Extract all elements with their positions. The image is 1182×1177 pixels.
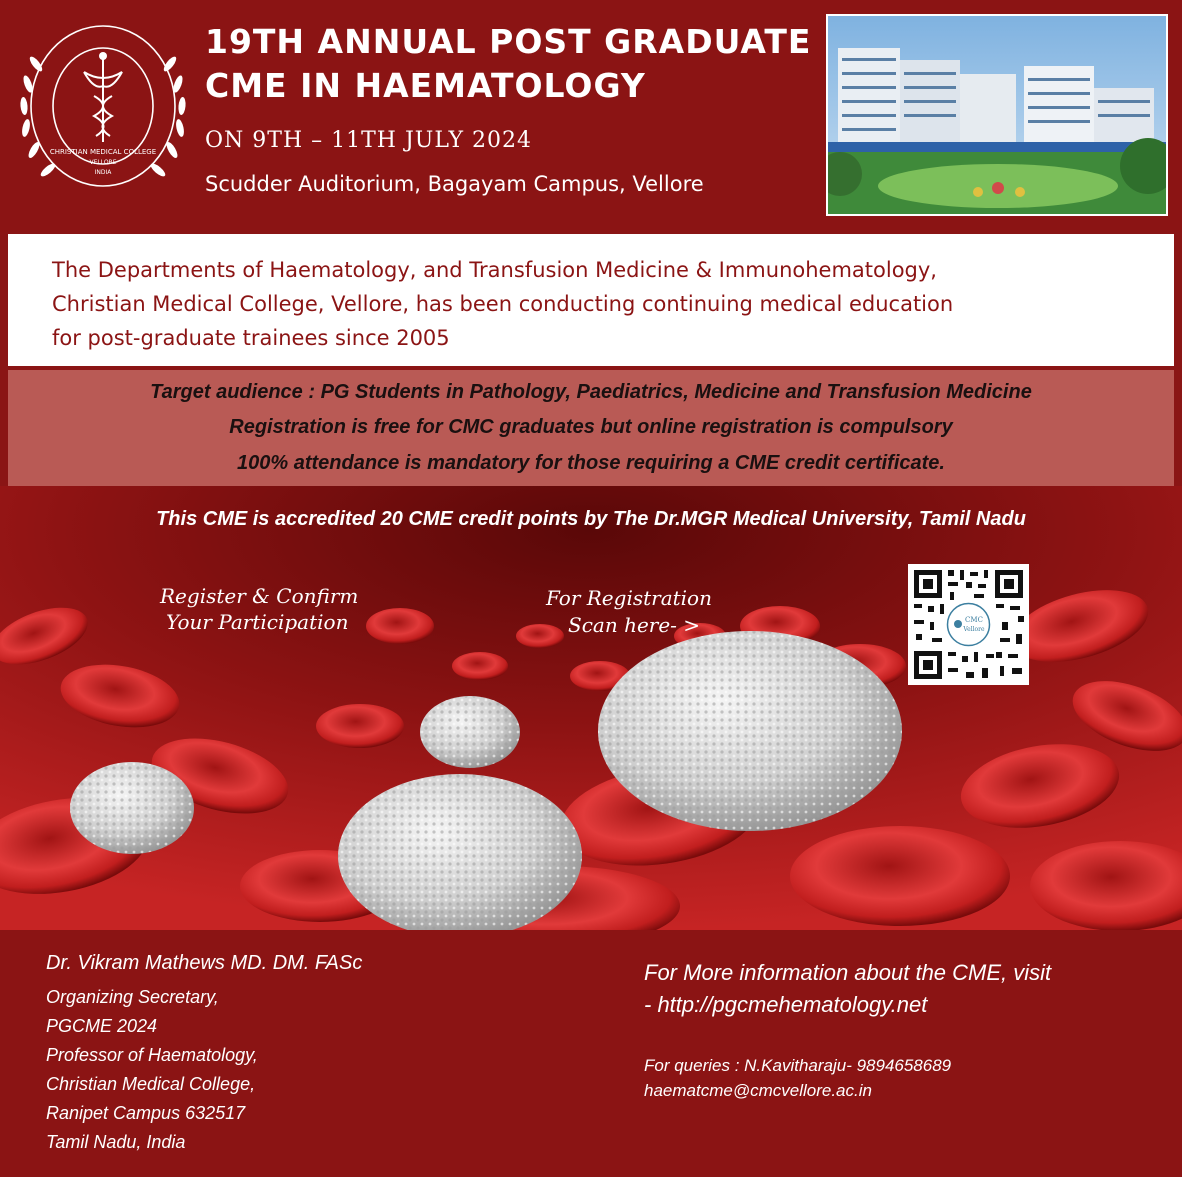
event-venue: Scudder Auditorium, Bagayam Campus, Vellore	[205, 172, 704, 196]
state-country: Tamil Nadu, India	[46, 1132, 186, 1152]
campus-address: Ranipet Campus 632517	[46, 1103, 246, 1123]
secretary-title: Professor of Haematology,	[46, 1045, 258, 1065]
qr-label-1: CMC	[965, 616, 983, 624]
logo-city-text: VELLORE	[89, 159, 117, 166]
intro-line-3: for post-graduate trainees since 2005	[52, 326, 450, 350]
blood-cells-illustration-icon	[0, 486, 1182, 930]
scan-line-2: Scan here- >	[568, 613, 701, 637]
secretary-role: Organizing Secretary,	[46, 987, 219, 1007]
qr-label-2: Vellore	[963, 626, 985, 633]
register-line-2: Your Participation	[166, 610, 349, 634]
target-audience-text: Target audience : PG Students in Pathology, Paediatrics, Medicine and Transfusion Medicine	[150, 381, 1032, 403]
scan-line-1: For Registration	[546, 586, 712, 610]
intro-line-2: Christian Medical College, Vellore, has been conducting continuing medical education	[52, 292, 954, 316]
poster-footer	[0, 930, 1182, 1177]
logo-country-text: INDIA	[94, 169, 112, 176]
blood-cells-scene	[0, 486, 1182, 930]
email-link[interactable]: haematcme@cmcvellore.ac.in	[644, 1081, 872, 1100]
cmc-logo-icon	[12, 14, 194, 214]
poster-header	[0, 0, 1182, 232]
logo-college-text: CHRISTIAN MEDICAL COLLEGE	[49, 148, 157, 156]
intro-band	[8, 234, 1174, 366]
college-name: Christian Medical College,	[46, 1074, 256, 1094]
event-code: PGCME 2024	[46, 1016, 158, 1036]
intro-line-1: The Departments of Haematology, and Transfusion Medicine & Immunohematology,	[52, 258, 937, 282]
notice-band	[8, 370, 1174, 486]
registration-free-text: Registration is free for CMC graduates but online registration is compulsory	[229, 416, 953, 438]
website-link[interactable]: - http://pgcmehematology.net	[644, 992, 928, 1017]
accreditation-text: This CME is accredited 20 CME credit points by The Dr.MGR Medical University, Tamil Nadu	[156, 508, 1026, 530]
campus-building-photo	[826, 14, 1168, 216]
title-line-1: 19TH ANNUAL POST GRADUATE	[205, 22, 812, 61]
secretary-name: Dr. Vikram Mathews MD. DM. FASc	[46, 952, 363, 974]
event-dates: ON 9TH – 11TH JULY 2024	[205, 128, 533, 153]
more-info-text: For More information about the CME, visit	[644, 960, 1052, 985]
queries-contact: For queries : N.Kavitharaju- 9894658689	[644, 1056, 952, 1075]
registration-qr-code[interactable]	[908, 564, 1029, 685]
register-line-1: Register & Confirm	[160, 584, 359, 608]
title-line-2: CME IN HAEMATOLOGY	[205, 66, 646, 105]
attendance-text: 100% attendance is mandatory for those requiring a CME credit certificate.	[237, 452, 945, 474]
